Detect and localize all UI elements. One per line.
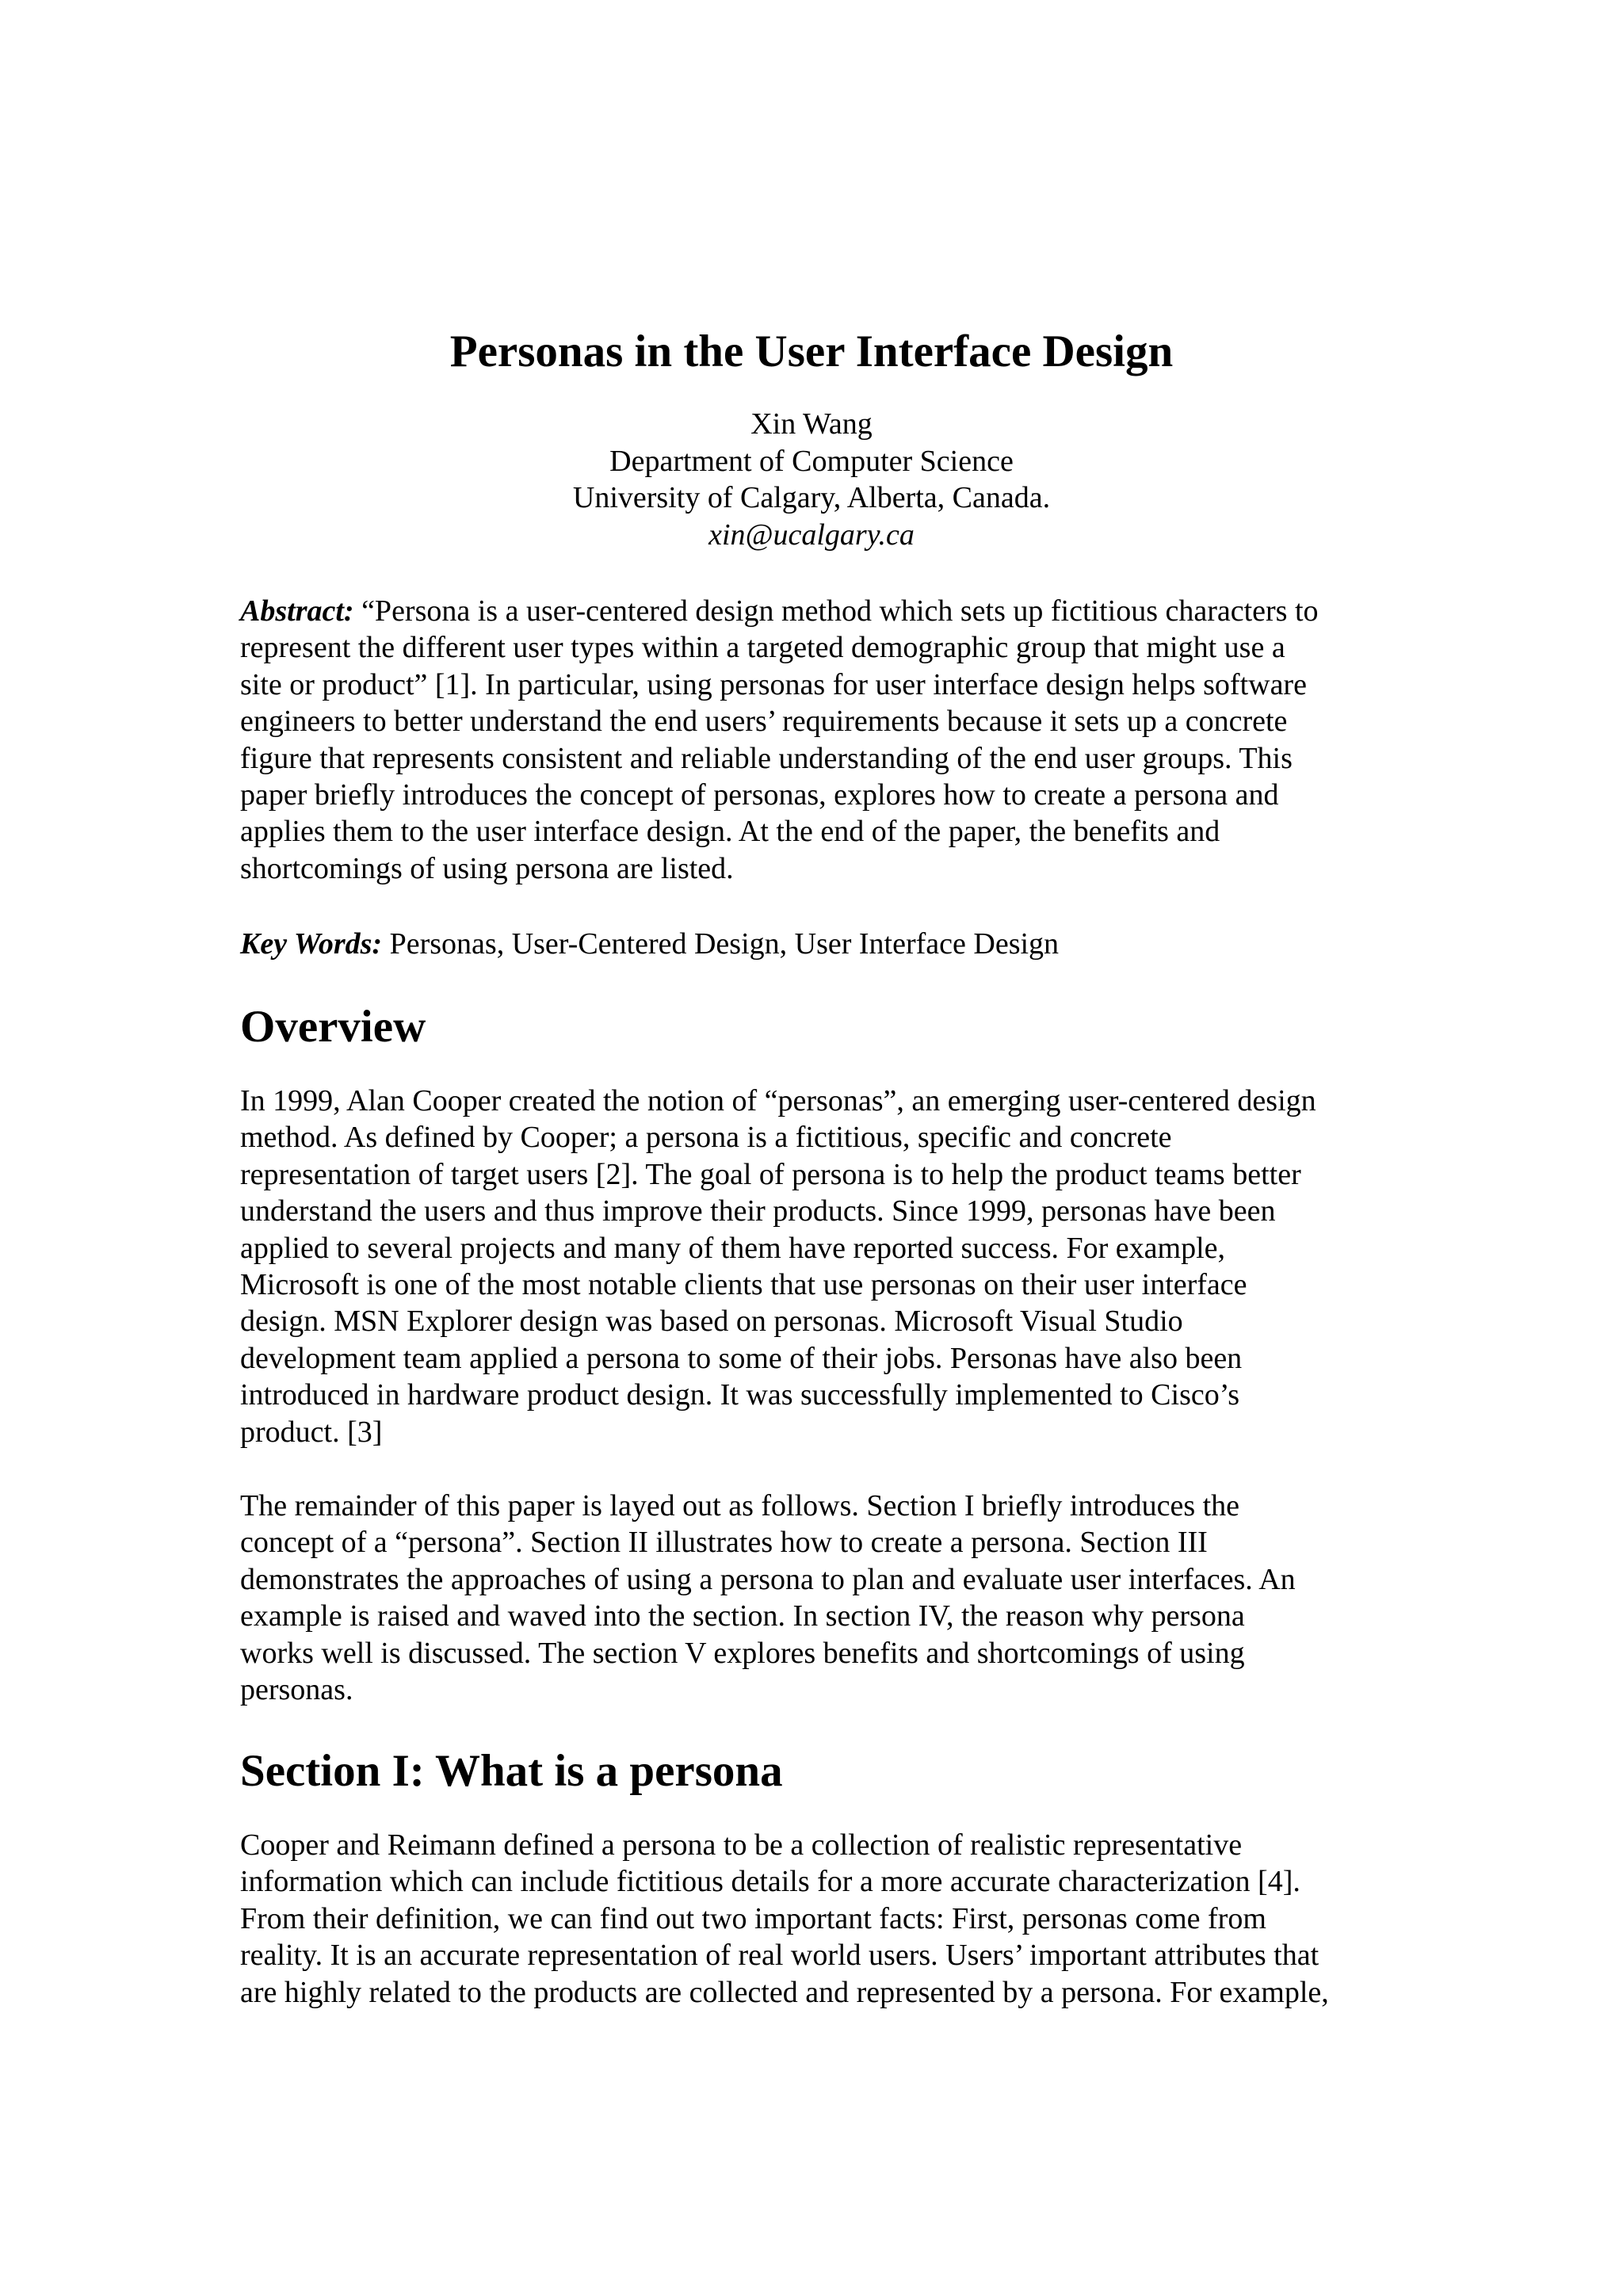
keywords-line	[240, 926, 1409, 962]
overview-line: The remainder of this paper is layed out as follows. Section I briefly introduces the	[240, 1489, 1240, 1522]
overview-line: design. MSN Explorer design was based on personas. Microsoft Visual Studio	[240, 1305, 1183, 1339]
abstract-paragraph	[240, 593, 1409, 887]
overview-line: In 1999, Alan Cooper created the notion of “personas”, an emerging user-centered design	[240, 1084, 1316, 1117]
author-department: Department of Computer Science	[609, 444, 1014, 478]
keywords-text: Personas, User-Centered Design, User Interface Design	[382, 927, 1060, 961]
abstract-line: engineers to better understand the end users’ requirements because it sets up a concrete	[240, 705, 1288, 739]
overview-line: personas.	[240, 1673, 353, 1707]
overview-line: product. [3]	[240, 1415, 383, 1449]
section-1-line: From their definition, we can find out two important facts: First, personas come from	[240, 1901, 1266, 1935]
overview-line: Microsoft is one of the most notable clients that use personas on their user interface	[240, 1268, 1247, 1302]
section-1-line: information which can include fictitious details for a more accurate characterization [4].	[240, 1865, 1300, 1899]
paper-title: Personas in the User Interface Design	[449, 327, 1174, 376]
section-1-paragraph-1	[240, 1827, 1409, 2011]
overview-line: demonstrates the approaches of using a persona to plan and evaluate user interfaces. An	[240, 1562, 1296, 1596]
abstract-line: “Persona is a user-centered design method which sets up fictitious characters to	[353, 594, 1319, 628]
abstract-line: paper briefly introduces the concept of personas, explores how to create a persona and	[240, 778, 1279, 812]
author-affiliation: University of Calgary, Alberta, Canada.	[572, 481, 1051, 514]
overview-line: example is raised and waved into the section. In section IV, the reason why persona	[240, 1599, 1245, 1633]
overview-line: method. As defined by Cooper; a persona is a fictitious, specific and concrete	[240, 1121, 1172, 1155]
overview-line: representation of target users [2]. The goal of persona is to help the product teams better	[240, 1157, 1301, 1191]
author-email: xin@ucalgary.ca	[708, 518, 915, 552]
overview-line: applied to several projects and many of them have reported success. For example,	[240, 1231, 1226, 1265]
abstract-label: Abstract:	[240, 594, 354, 628]
abstract-line: applies them to the user interface design. At the end of the paper, the benefits and	[240, 815, 1220, 849]
overview-line: works well is discussed. The section V explores benefits and shortcomings of using	[240, 1636, 1245, 1670]
overview-paragraph-1	[240, 1083, 1409, 1450]
overview-line: introduced in hardware product design. It was successfully implemented to Cisco’s	[240, 1378, 1240, 1412]
author-block	[0, 406, 1623, 553]
section-1-line: reality. It is an accurate representation of real world users. Users’ important attributes that	[240, 1939, 1319, 1973]
overview-line: concept of a “persona”. Section II illustrates how to create a persona. Section III	[240, 1526, 1208, 1560]
overview-line: understand the users and thus improve their products. Since 1999, personas have been	[240, 1194, 1276, 1228]
abstract-line: represent the different user types within a targeted demographic group that might use a	[240, 631, 1285, 665]
overview-paragraph-2	[240, 1488, 1409, 1708]
keywords-label: Key Words:	[240, 927, 383, 961]
author-name: Xin Wang	[750, 407, 873, 441]
section-1-line: are highly related to the products are collected and represented by a persona. For example,	[240, 1975, 1329, 2009]
abstract-line: figure that represents consistent and reliable understanding of the end user groups. This	[240, 741, 1293, 775]
overview-line: development team applied a persona to some of their jobs. Personas have also been	[240, 1341, 1243, 1375]
section-heading-overview: Overview	[240, 1002, 426, 1052]
section-heading-section-1: Section I: What is a persona	[240, 1746, 783, 1796]
abstract-line: shortcomings of using persona are listed.	[240, 851, 734, 885]
abstract-line: site or product” [1]. In particular, using personas for user interface design helps software	[240, 667, 1307, 701]
section-1-line: Cooper and Reimann defined a persona to be a collection of realistic representative	[240, 1828, 1243, 1862]
